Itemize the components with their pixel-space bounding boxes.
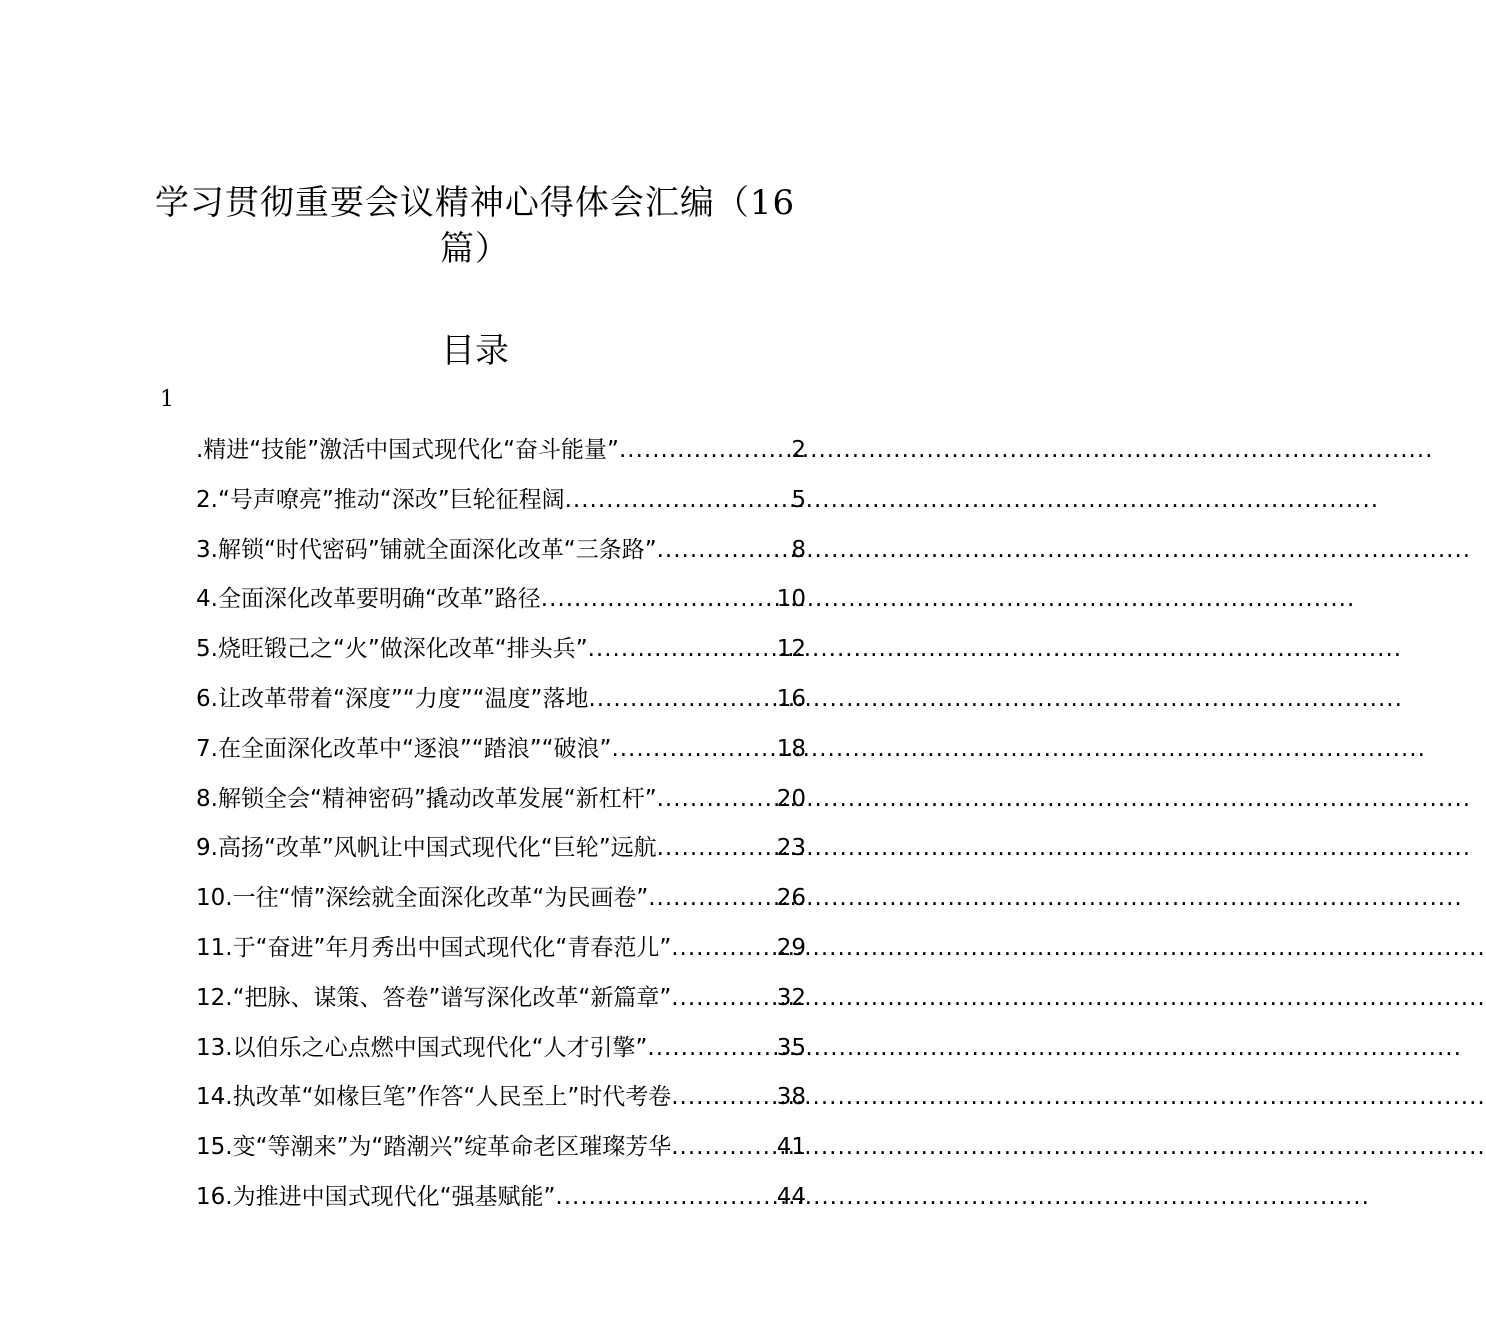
toc-entry[interactable] [196,976,806,1026]
toc-entry[interactable] [196,876,806,926]
title-tail: 篇） [440,229,510,269]
dot-leader [555,1175,776,1219]
toc-page-number: 44 [776,1183,806,1210]
toc-entry[interactable] [196,627,806,677]
dot-leader [671,1075,776,1119]
toc-page-number: 23 [776,835,806,862]
toc-entry-title: 4.全面深化改革要明确“改革”路径 [196,586,541,613]
dot-leader [657,528,792,572]
title-count: 16 [749,183,796,223]
toc-page-number: 20 [776,785,806,812]
toc-page-number: 2 [791,437,806,463]
toc-entry[interactable] [196,1075,806,1125]
dot-leader [657,777,777,821]
toc-entry[interactable] [196,1125,806,1175]
dot-leader [648,876,776,920]
toc-page-number: 5 [791,486,806,513]
toc-entry[interactable] [196,677,806,727]
toc-entry-title: 13.以伯乐之心点燃中国式现代化“人才引擎” [196,1034,648,1061]
toc-page-number: 41 [776,1134,806,1161]
toc-entry-title: 14.执改革“如椽巨笔”作答“人民至上”时代考卷 [196,1084,672,1111]
toc-page-number: 35 [776,1034,806,1061]
dot-leader [671,1125,776,1169]
toc-entry-title: 12.“把脉、谋策、答卷”谱写深化改革“新篇章” [196,984,672,1011]
toc-entry-title: 9.高扬“改革”风帆让中国式现代化“巨轮”远航 [196,835,657,862]
dot-leader [619,428,791,472]
dot-leader [588,627,777,671]
toc-entry-title: 7.在全面深化改革中“逐浪”“踏浪”“破浪” [196,735,612,762]
dot-leader [565,478,792,522]
toc-entry-title: 2.“号声嘹亮”推动“深改”巨轮征程阔 [196,486,565,513]
toc-entry[interactable] [196,577,806,627]
toc-entry[interactable] [196,528,806,578]
toc-page-number: 29 [776,934,806,961]
toc-page-number: 32 [776,984,806,1011]
toc-entry-title: .精进“技能”激活中国式现代化“奋斗能量” [196,437,619,463]
dot-leader [588,677,776,721]
toc-entry-title: 3.解锁“时代密码”铺就全面深化改革“三条路” [196,536,657,563]
toc-entry[interactable] [196,478,806,528]
toc-page-number: 18 [776,735,806,762]
toc-entry[interactable] [196,777,806,827]
toc-entry[interactable] [196,826,806,876]
toc-entry-title: 16.为推进中国式现代化“强基赋能” [196,1183,556,1210]
document-title [150,180,800,272]
stray-number: 1 [160,387,174,412]
dot-leader [611,727,776,771]
toc-page-number: 38 [776,1084,806,1111]
toc-entry-title: 10.一往“情”深绘就全面深化改革“为民画卷” [196,885,649,912]
dot-leader [541,577,777,621]
toc-page-number: 10 [776,586,806,613]
toc-entry-title: 8.解锁全会“精神密码”撬动改革发展“新杠杆” [196,785,657,812]
toc-entry[interactable] [196,428,806,478]
table-of-contents [196,428,806,1225]
toc-entry-title: 15.变“等潮来”为“踏潮兴”绽革命老区璀璨芳华 [196,1134,672,1161]
toc-page-number: 26 [776,885,806,912]
dot-leader [647,1026,776,1070]
toc-entry-title: 11.于“奋进”年月秀出中国式现代化“青春范儿” [196,934,672,961]
toc-entry[interactable] [196,1026,806,1076]
toc-entry-title: 5.烧旺锻己之“火”做深化改革“排头兵” [196,636,588,663]
dot-leader [671,926,776,970]
dot-leader [657,826,777,870]
toc-page-number: 16 [776,685,806,712]
toc-page-number: 8 [791,536,806,563]
title-main: 学习贯彻重要会议精神心得体会汇编（ [154,183,750,223]
toc-entry-title: 6.让改革带着“深度”“力度”“温度”落地 [196,685,589,712]
toc-heading: 目录 [441,331,509,371]
toc-page-number: 12 [776,636,806,663]
toc-entry[interactable] [196,727,806,777]
toc-entry[interactable] [196,926,806,976]
dot-leader [671,976,776,1020]
toc-entry[interactable] [196,1175,806,1225]
